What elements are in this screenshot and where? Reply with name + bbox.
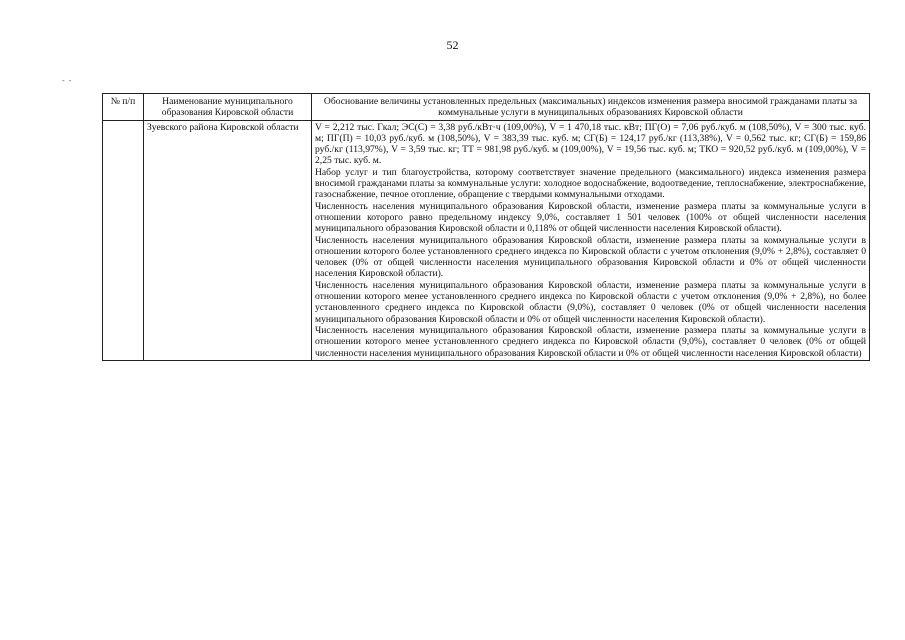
population-equal-index-paragraph: Численность населения муниципального образования Кировской области, изменение размера платы за коммунальные услуги в отношении которого равно предельному индексу 9,0%, составляет 1 501 человек (100% от общей численности населения муниципального образования Кировской области и 0,118% от общей численности населения Кировской области). — [315, 200, 866, 235]
row-num — [103, 120, 144, 360]
row-municipality: Зуевского района Кировской области — [144, 120, 312, 360]
table-header-row — [103, 94, 870, 121]
page-number: 52 — [446, 38, 459, 52]
header-municipality: Наименование муниципального образования Кировской области — [144, 94, 312, 121]
population-between-paragraph: Численность населения муниципального образования Кировской области, изменение размера платы за коммунальные услуги в отношении которого менее установленного среднего индекса по Кировской области с учетом отклонения (9,0% + 2,8%), но более установленного среднего индекса по Кировской области (9,0%), составляет 0 человек (0% от общей численности населения муниципального образования Кировской области и 0% от общей численности населения Кировской области). — [315, 279, 866, 325]
header-num: № п/п — [103, 94, 144, 121]
services-paragraph: Набор услуг и тип благоустройства, которому соответствует значение предельного (максимального) индекса изменения размера вносимой гражданами платы за коммунальные услуги: холодное водоснабжение, водоотведение, теплоснабжение, электроснабжение, газоснабжение, печное отопление, обращение с твердыми коммунальными отходами. — [315, 166, 866, 201]
scan-mark: - - — [62, 76, 73, 85]
population-above-deviation-paragraph: Численность населения муниципального образования Кировской области, изменение размера платы за коммунальные услуги в отношении которого более установленного среднего индекса по Кировской области с учетом отклонения (9,0% + 2,8%), составляет 0 человек (0% от общей численности населения муниципального образования Кировской области и 0% от общей численности населения Кировской области). — [315, 234, 866, 280]
row-justification — [312, 120, 870, 360]
population-below-average-paragraph: Численность населения муниципального образования Кировской области, изменение размера платы за коммунальные услуги в отношении которого менее установленного среднего индекса по Кировской области (9,0%), составляет 0 человек (0% от общей численности населения муниципального образования Кировской области и 0% от общей численности населения Кировской области) — [315, 324, 866, 359]
tariff-table — [102, 93, 870, 361]
header-justification: Обоснование величины установленных предельных (максимальных) индексов изменения размера вносимой гражданами платы за коммунальные услуги в муниципальных образованиях Кировской области — [312, 94, 870, 121]
table-row — [103, 120, 870, 360]
volumes-paragraph: V = 2,212 тыс. Гкал; ЭС(С) = 3,38 руб./кВт·ч (109,00%), V = 1 470,18 тыс. кВт; ПГ(О) = 7,06 руб./куб. м (108,50%), V = 300 тыс. куб. м; ПГ(П) = 10,03 руб./куб. м (108,50%), V = 383,39 тыс. куб. м; СГ(Б) = 124,17 руб./кг (113,38%), V = 0,562 тыс. кг; СГ(Б) = 159,86 руб./кг (113,97%), V = 3,59 тыс. кг; ТТ = 981,98 руб./куб. м (109,00%), V = 19,56 тыс. куб. м; ТКО = 920,52 руб./куб. м (109,00%), V = 2,25 тыс. куб. м. — [315, 121, 866, 167]
